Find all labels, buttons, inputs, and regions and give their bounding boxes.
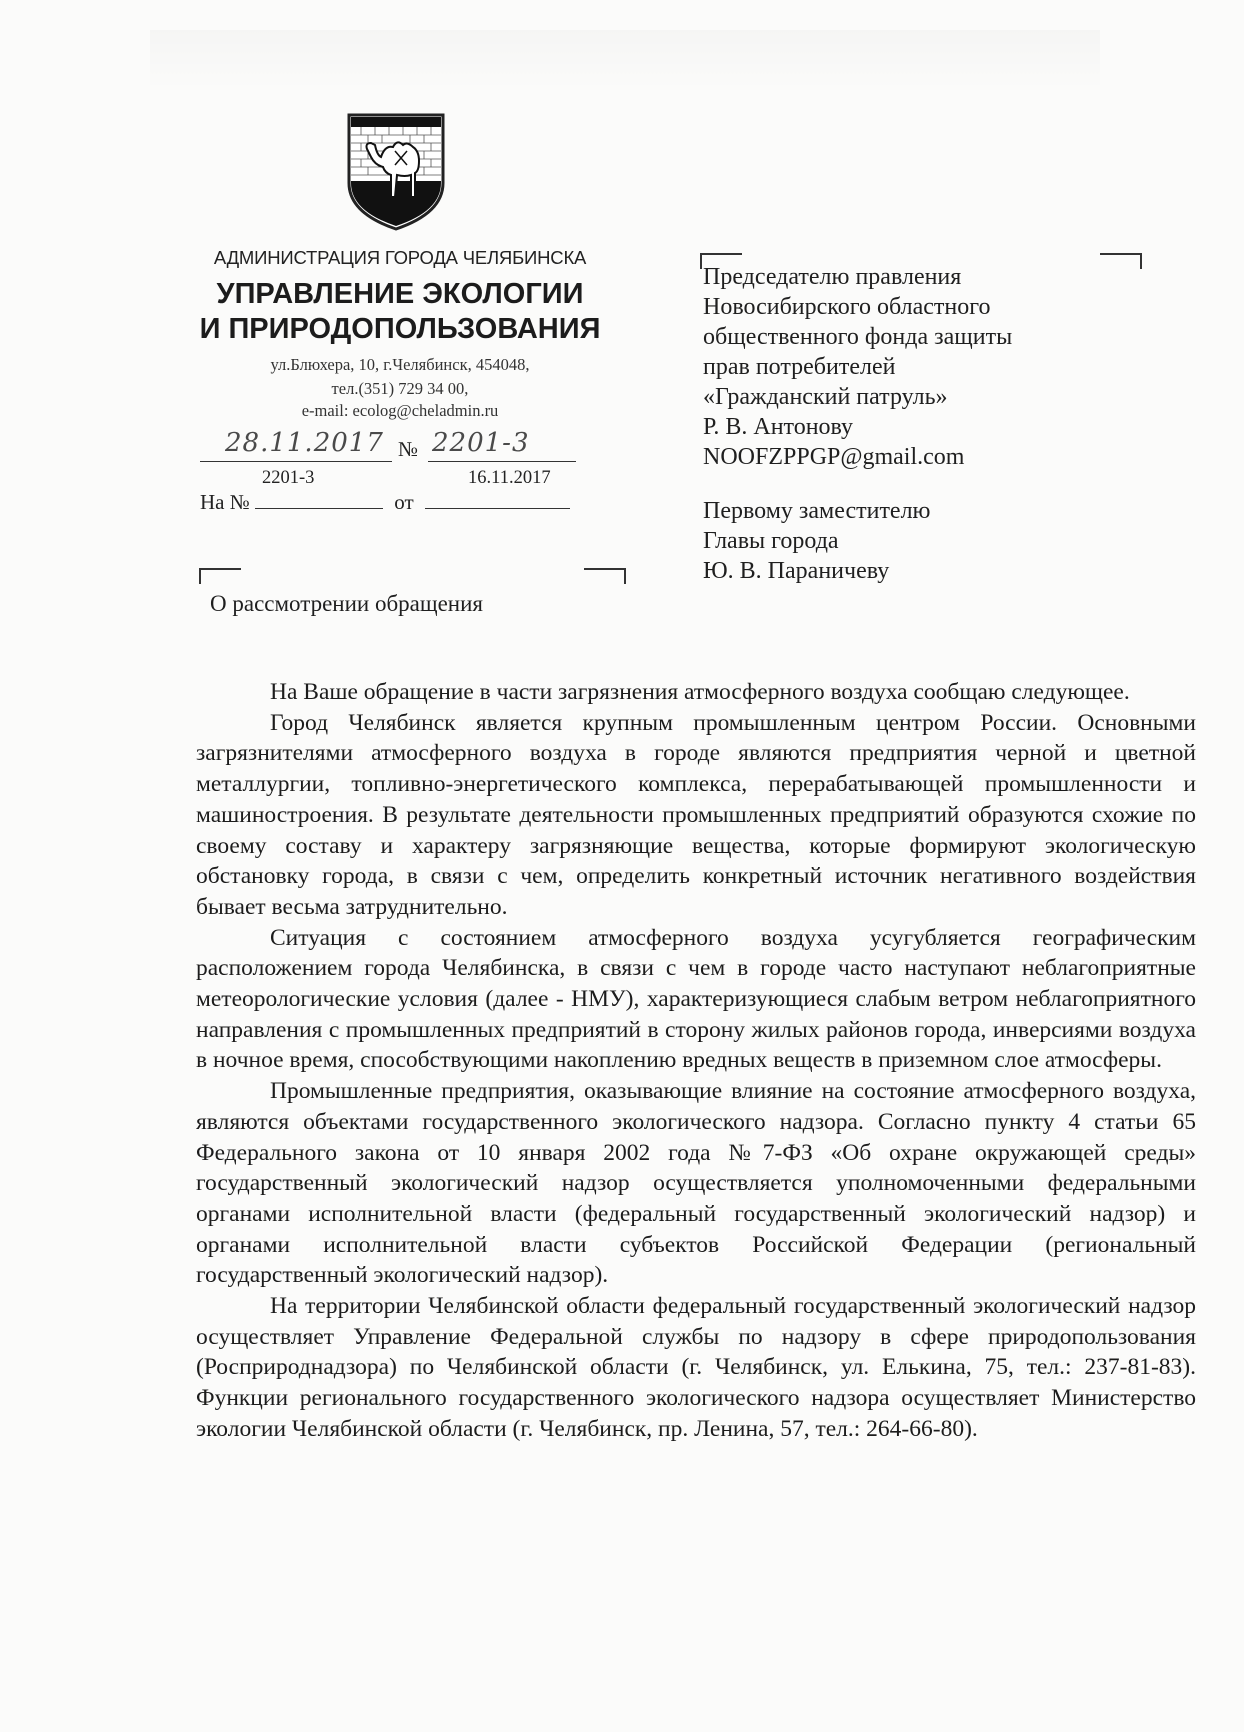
addressee-line: «Гражданский патруль»: [703, 384, 948, 410]
addressee-line: Председателю правления: [703, 264, 962, 290]
address-line: ул.Блюхера, 10, г.Челябинск, 454048,: [270, 355, 530, 374]
addressee-block: [703, 262, 1012, 586]
email-line: e-mail: ecolog@cheladmin.ru: [301, 401, 499, 420]
subject-line: О рассмотрении обращения: [210, 591, 483, 616]
date-underline: [200, 461, 392, 462]
city-emblem-icon: [345, 113, 447, 231]
addressee-line: Ю. В. Параничеву: [703, 558, 890, 584]
department-line-2: И ПРИРОДОПОЛЬЗОВАНИЯ: [199, 313, 601, 345]
number-label: №: [398, 437, 419, 461]
ref-label: На №: [200, 490, 250, 514]
body-paragraph: Город Челябинск является крупным промышленным центром России. Основными загрязнителями атмосферного воздуха в городе являются предприятия черной и цветной металлургии, топливно-энергетического комплекса, перерабатывающей промышленности и машиностроения. В результате деятельности промышленных предприятий образуются схожие по своему составу и характеру загрязняющие вещества, которые формируют экологическую обстановку города, в связи с чем, определить конкретный источник негативного воздействия бывает весьма затруднительно.: [196, 709, 1196, 920]
body-paragraph: На территории Челябинской области федеральный государственный экологический надзор осуществляет Управление Федеральной службы по надзору в сфере природопользования (Росприроднадзора) по Челябинской области (г. Челябинск, ул. Елькина, 75, тел.: 237-81-83). Функции регионального государственного экологического надзора осуществляет Министерство экологии Челябинской области (г. Челябинск, пр. Ленина, 57, тел.: 264-66-80).: [196, 1293, 1196, 1442]
registration-row: [200, 428, 580, 466]
printed-date-stamp: 16.11.2017: [468, 468, 551, 488]
phone-line: тел.(351) 729 34 00,: [331, 379, 469, 398]
addressee-line: Р. В. Антонову: [703, 414, 854, 440]
body-paragraph: Промышленные предприятия, оказывающие влияние на состояние атмосферного воздуха, являются объектами государственного экологического надзора. Согласно пункту 4 статьи 65 Федерального закона от 10 января 2002 года №7-ФЗ «Об охране окружающей среды» государственный экологический надзор осуществляется уполномоченными федеральными органами исполнительной власти (федеральный государственный экологический надзор) и органами исполнительной власти субъектов Российской Федерации (региональный государственный экологический надзор).: [196, 1078, 1196, 1289]
addressee-line: прав потребителей: [703, 354, 896, 380]
subject-corner-right: [584, 568, 626, 584]
scan-smudge: [150, 30, 1100, 90]
addressee-line: Первому заместителю: [703, 498, 931, 524]
handwritten-number: 2201-3: [432, 428, 530, 458]
department-name: [180, 277, 620, 347]
handwritten-date: 28.11.2017: [225, 428, 384, 458]
addressee-line: Новосибирского областного: [703, 294, 991, 320]
from-blank: [425, 492, 570, 509]
ref-blank: [255, 492, 383, 509]
addressee-line: общественного фонда защиты: [703, 324, 1013, 350]
printed-number-stamp: 2201-3: [262, 468, 315, 488]
from-label: от: [394, 490, 414, 514]
letter-body: [196, 677, 1196, 1445]
addressee-corner-right: [1100, 253, 1142, 269]
department-line-1: УПРАВЛЕНИЕ ЭКОЛОГИИ: [216, 278, 584, 310]
subject-corner-left: [199, 568, 241, 584]
addressee-line: Главы города: [703, 528, 839, 554]
number-underline: [428, 461, 576, 462]
admin-name: АДМИНИСТРАЦИЯ ГОРОДА ЧЕЛЯБИНСКА: [213, 247, 587, 268]
body-paragraph: Ситуация с состоянием атмосферного воздуха усугубляется географическим расположением города Челябинска, в связи с чем в городе часто наступают неблагоприятные метеорологические условия (далее - НМУ), характеризующиеся слабым ветром неблагоприятного направления с промышленных предприятий в сторону жилых районов города, инверсиями воздуха в ночное время, способствующими накоплению вредных веществ в приземном слое атмосферы.: [196, 924, 1196, 1074]
reference-row: [200, 490, 570, 515]
addressee-gap: [703, 472, 1012, 496]
addressee-email: NOOFZPPGP@gmail.com: [703, 444, 965, 470]
body-paragraph: На Ваше обращение в части загрязнения атмосферного воздуха сообщаю следующее.: [270, 679, 1130, 705]
